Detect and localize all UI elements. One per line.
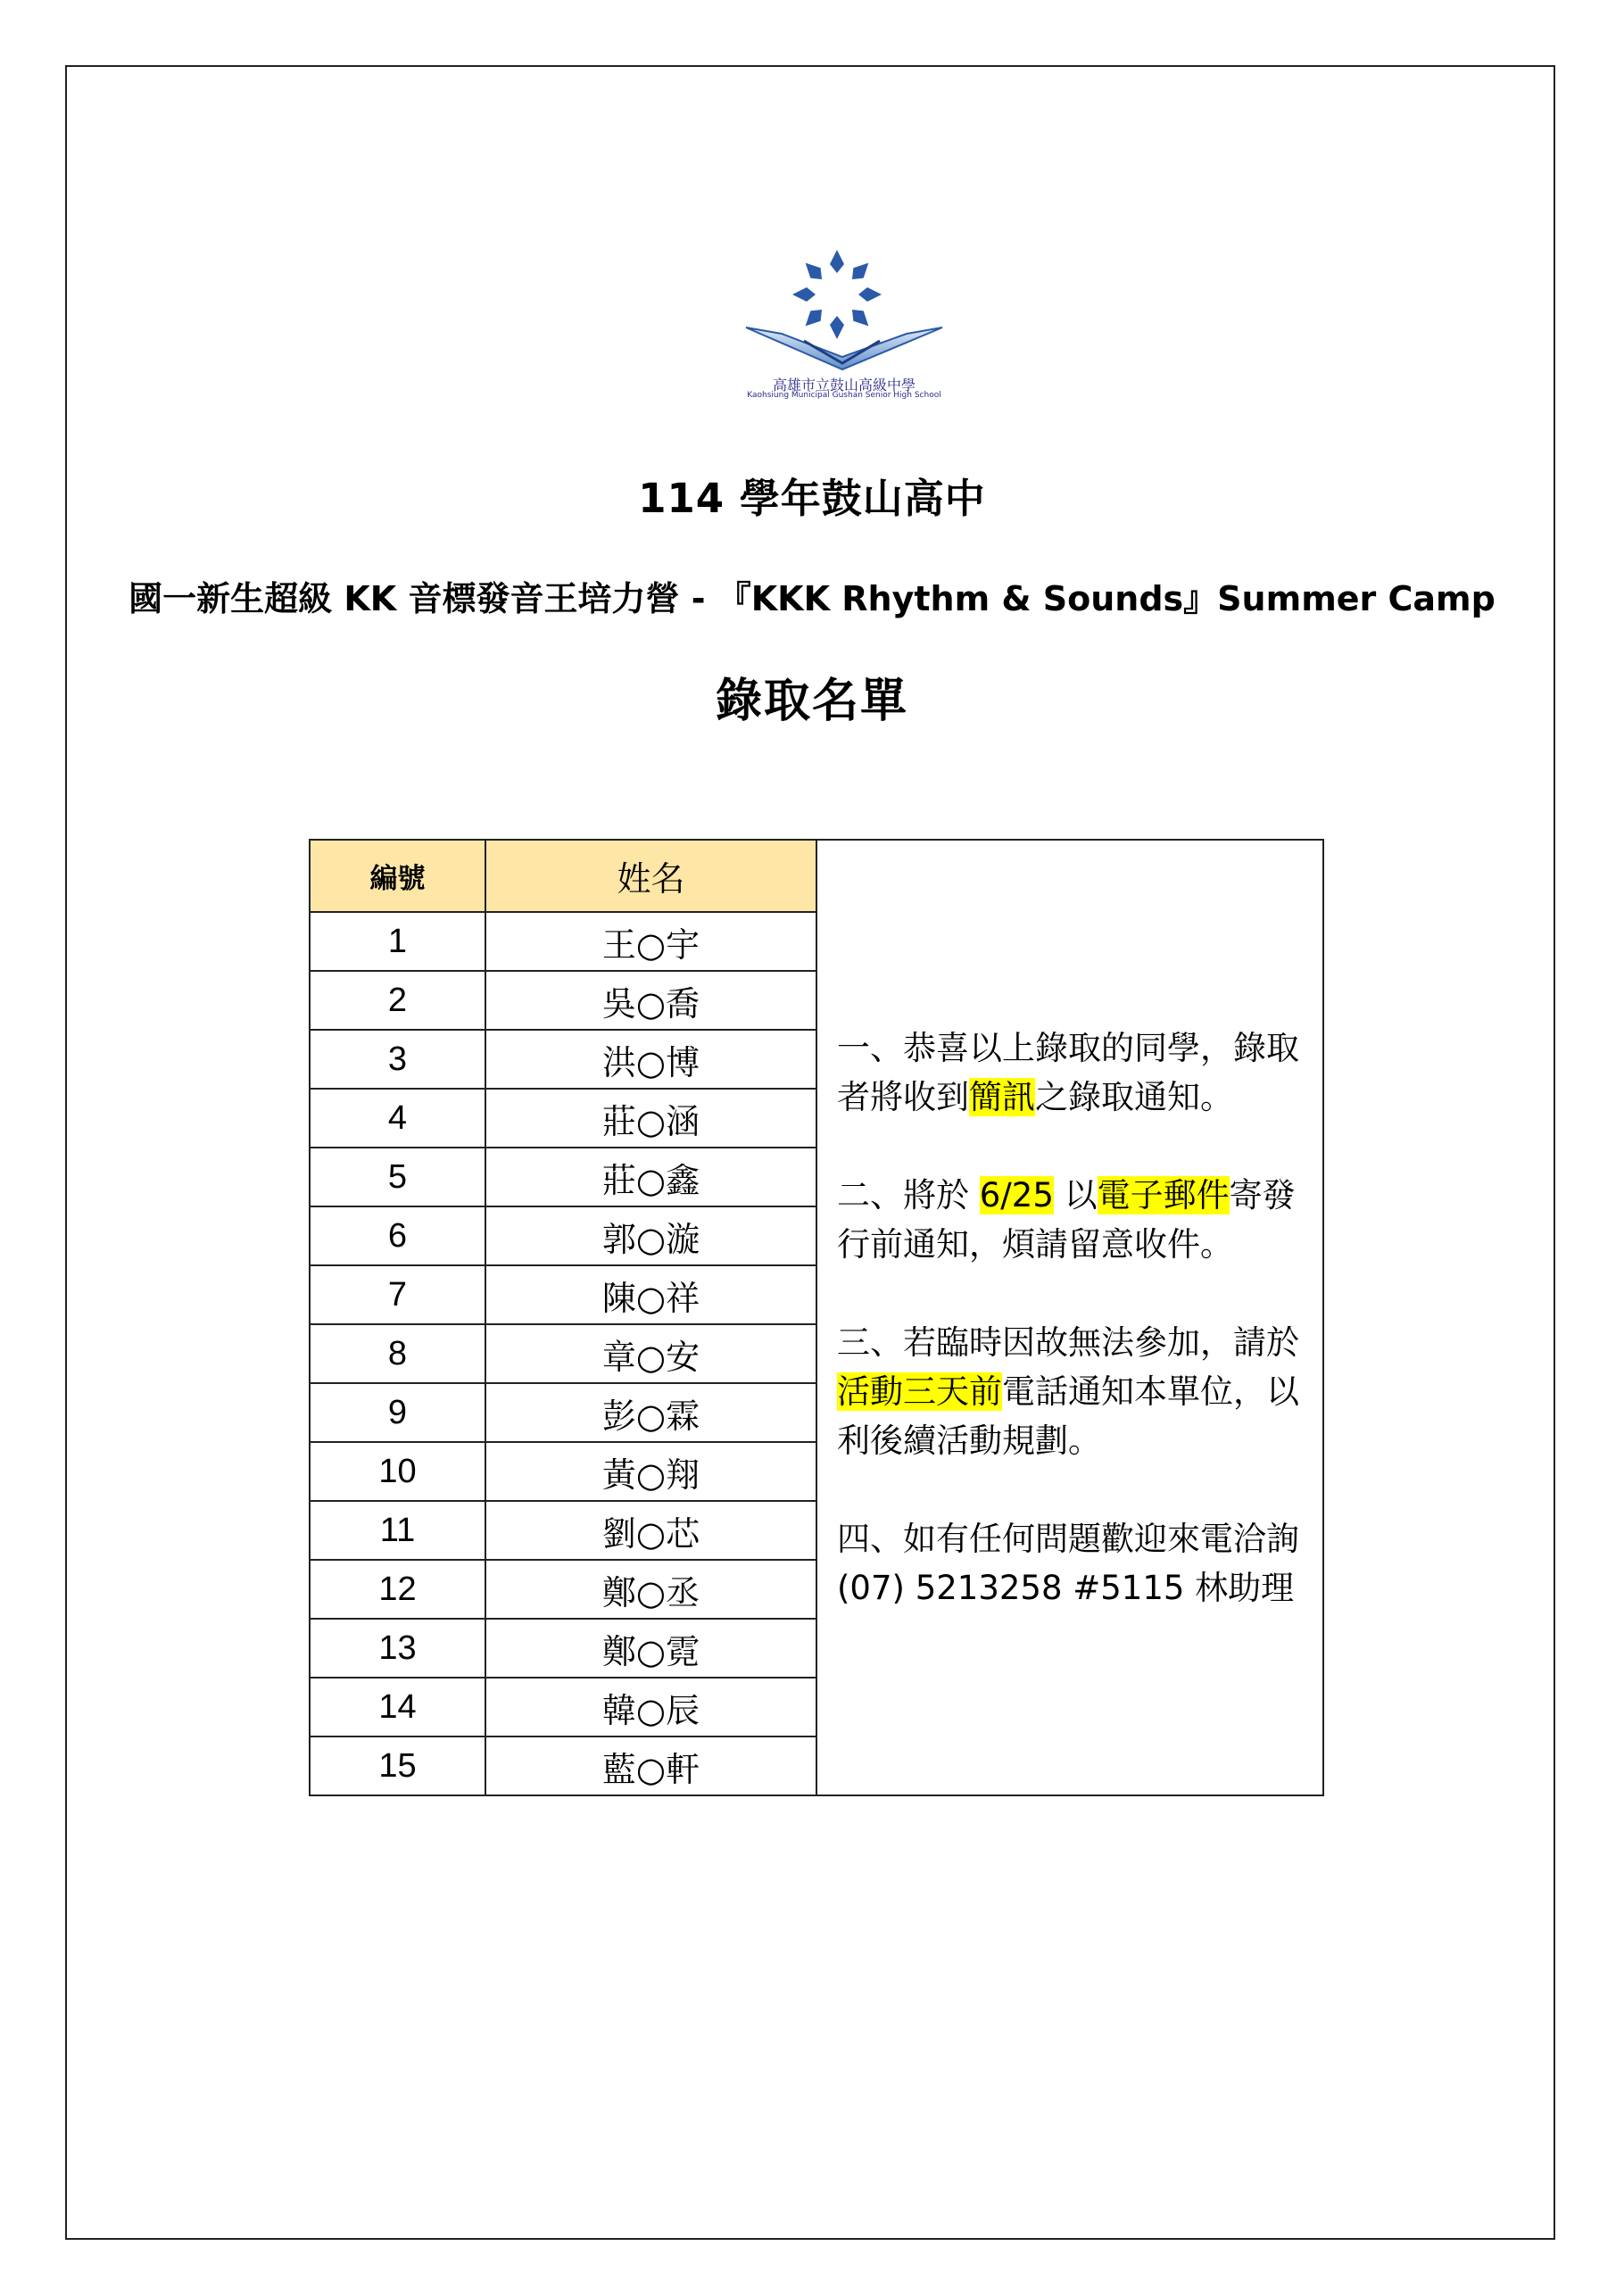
- note-3: [837, 1318, 1303, 1465]
- row-number: 7: [310, 1265, 485, 1324]
- note-1-text: 一、恭喜以上錄取的同學，錄取者將收到: [837, 1028, 1299, 1116]
- note-3-text-end: 電話通知本單位，以利後續活動規劃。: [837, 1372, 1299, 1460]
- row-name: 藍○軒: [485, 1737, 816, 1795]
- note-1-highlight: 簡訊: [969, 1077, 1035, 1116]
- row-number: 15: [310, 1737, 485, 1795]
- row-name: 章○安: [485, 1324, 816, 1383]
- row-name: 莊○涵: [485, 1089, 816, 1148]
- row-number: 13: [310, 1619, 485, 1678]
- row-name: 王○宇: [485, 912, 816, 971]
- row-number: 8: [310, 1324, 485, 1383]
- row-name: 韓○辰: [485, 1678, 816, 1737]
- admission-table: [309, 839, 1324, 1796]
- notes-cell: [816, 840, 1323, 1795]
- row-number: 3: [310, 1030, 485, 1089]
- row-number: 5: [310, 1148, 485, 1206]
- row-number: 11: [310, 1501, 485, 1560]
- note-3-highlight: 活動三天前: [837, 1372, 1002, 1411]
- note-3-text: 三、若臨時因故無法參加，請於: [837, 1322, 1299, 1362]
- note-1-text-end: 之錄取通知。: [1035, 1077, 1233, 1116]
- row-name: 鄭○霓: [485, 1619, 816, 1678]
- note-2-text: 二、將於: [837, 1175, 980, 1214]
- note-1: [837, 1024, 1303, 1122]
- row-number: 10: [310, 1442, 485, 1501]
- row-name: 鄭○丞: [485, 1560, 816, 1619]
- page-title-camp: 國一新生超級 KK 音標發音王培力營 - 『KKK Rhythm & Sounds』Summer Camp: [128, 579, 1496, 618]
- row-number: 6: [310, 1206, 485, 1265]
- note-2-text-end: 寄發行前通知，煩請留意收件。: [837, 1175, 1296, 1264]
- note-4: 四、如有任何問題歡迎來電洽詢 (07) 5213258 #5115 林助理: [837, 1519, 1299, 1607]
- row-name: 黃○翔: [485, 1442, 816, 1501]
- header-number: 編號: [310, 840, 485, 912]
- row-number: 12: [310, 1560, 485, 1619]
- row-name: 郭○漩: [485, 1206, 816, 1265]
- row-number: 4: [310, 1089, 485, 1148]
- note-2-text-mid: 以: [1053, 1175, 1098, 1214]
- row-name: 洪○博: [485, 1030, 816, 1089]
- header-name: 姓名: [485, 840, 816, 912]
- row-number: 1: [310, 912, 485, 971]
- school-name: 高雄市立鼓山高級中學: [772, 377, 916, 394]
- row-number: 9: [310, 1383, 485, 1442]
- row-name: 陳○祥: [485, 1265, 816, 1324]
- row-name: 劉○芯: [485, 1501, 816, 1560]
- note-2: [837, 1171, 1303, 1269]
- row-name: 彭○霖: [485, 1383, 816, 1442]
- note-2-email-highlight: 電子郵件: [1097, 1175, 1230, 1214]
- row-number: 14: [310, 1678, 485, 1737]
- note-2-date-highlight: 6/25: [979, 1175, 1054, 1214]
- row-number: 2: [310, 971, 485, 1030]
- row-name: 吳○喬: [485, 971, 816, 1030]
- page-title-list: 錄取名單: [715, 675, 908, 728]
- school-name-english: Kaohsiung Municipal Gushan Senior High School: [747, 391, 941, 400]
- page-title-year: 114 學年鼓山高中: [638, 475, 986, 522]
- row-name: 莊○鑫: [485, 1148, 816, 1206]
- table-header-row: [310, 840, 1323, 912]
